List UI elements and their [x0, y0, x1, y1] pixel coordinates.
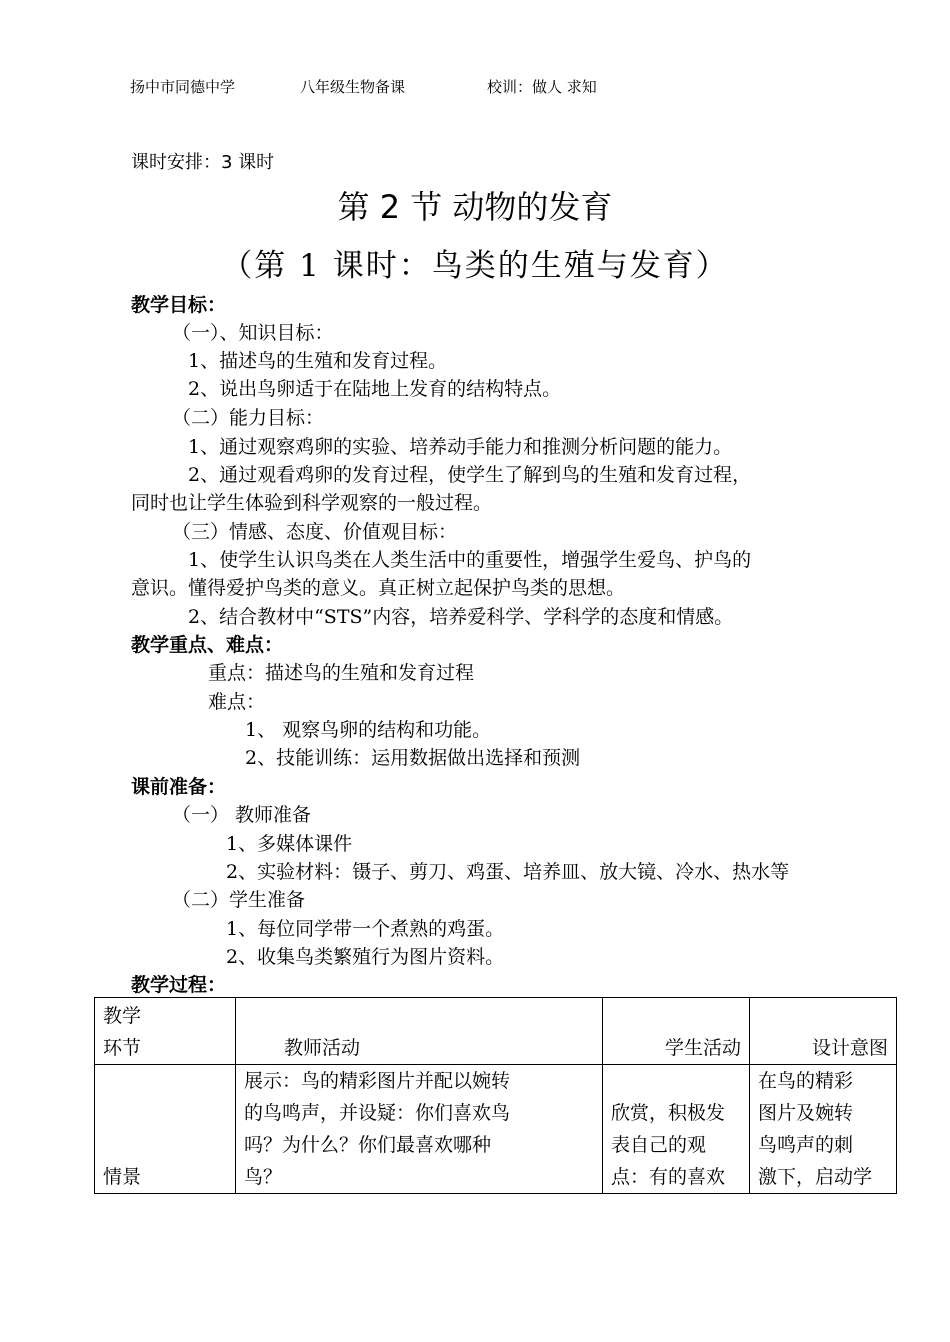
col-teacher-header: 教师活动 — [236, 998, 603, 1065]
row1-teacher-line-4: 鸟？ — [244, 1166, 283, 1188]
knowledge-heading: （一）、知识目标： — [172, 322, 334, 344]
row1-teacher-activity — [236, 1065, 603, 1194]
emotion-item-1-line-2: 意识。懂得爱护鸟类的意义。真正树立起保护鸟类的思想。 — [131, 577, 626, 599]
process-heading: 教学过程： — [131, 974, 227, 996]
row1-student-activity — [603, 1065, 750, 1194]
row1-stage: 情景 — [95, 1065, 236, 1194]
ability-heading: （二）能力目标： — [172, 407, 325, 429]
header-motto: 校训：做人 求知 — [487, 78, 597, 96]
section-title: 第 2 节 动物的发育 — [337, 188, 613, 226]
student-prep-item-2: 2、收集鸟类繁殖行为图片资料。 — [226, 946, 505, 968]
objectives-heading: 教学目标： — [131, 294, 227, 316]
ability-item-2-line-1: 2、通过观看鸡卵的发育过程，使学生了解到鸟的生殖和发育过程， — [188, 464, 752, 486]
student-prep-heading: （二）学生准备 — [172, 889, 306, 911]
difficult-item-1: 1、 观察鸟卵的结构和功能。 — [245, 719, 492, 741]
table-header-row — [95, 998, 897, 1065]
prep-heading: 课前准备： — [131, 776, 227, 798]
difficult-label: 难点： — [208, 691, 266, 713]
difficult-item-2: 2、技能训练：运用数据做出选择和预测 — [245, 747, 581, 769]
row1-design-line-1: 在鸟的精彩 — [758, 1070, 854, 1092]
emotion-item-2: 2、结合教材中“STS”内容，培养爱科学、学科学的态度和情感。 — [188, 606, 734, 628]
process-table — [94, 997, 897, 1194]
row1-design-line-2: 图片及婉转 — [758, 1102, 854, 1124]
emotion-item-1-line-1: 1、使学生认识鸟类在人类生活中的重要性，增强学生爱鸟、护鸟的 — [188, 549, 752, 571]
emotion-heading: （三）情感、态度、价值观目标： — [172, 521, 458, 543]
teacher-prep-heading: （一） 教师准备 — [172, 804, 312, 826]
row1-student-line-3: 点：有的喜欢 — [611, 1166, 726, 1188]
header-course: 八年级生物备课 — [300, 78, 406, 96]
col-student-header: 学生活动 — [603, 998, 750, 1065]
teacher-prep-item-1: 1、多媒体课件 — [226, 833, 353, 855]
row1-design-intent — [750, 1065, 897, 1194]
row1-student-line-2: 表自己的观 — [611, 1134, 707, 1156]
knowledge-item-1: 1、描述鸟的生殖和发育过程。 — [188, 350, 448, 372]
col-stage-header — [95, 998, 236, 1065]
lesson-schedule: 课时安排：3 课时 — [131, 152, 275, 173]
lesson-subtitle: （第 1 课时：鸟类的生殖与发育） — [221, 248, 729, 284]
row1-student-line-1: 欣赏，积极发 — [611, 1102, 726, 1124]
row1-teacher-line-2: 的鸟鸣声，并设疑：你们喜欢鸟 — [244, 1102, 511, 1124]
col-design-header: 设计意图 — [750, 998, 897, 1065]
row1-design-line-4: 激下，启动学 — [758, 1166, 873, 1188]
keypoints-heading: 教学重点、难点： — [131, 634, 284, 656]
col-stage-header-line-2: 环节 — [103, 1037, 142, 1059]
ability-item-2-line-2: 同时也让学生体验到科学观察的一般过程。 — [131, 492, 493, 514]
header-school: 扬中市同德中学 — [130, 78, 236, 96]
row1-teacher-line-1: 展示：鸟的精彩图片并配以婉转 — [244, 1070, 511, 1092]
table-row — [95, 1065, 897, 1194]
row1-teacher-line-3: 吗？为什么？你们最喜欢哪种 — [244, 1134, 492, 1156]
row1-design-line-3: 鸟鸣声的刺 — [758, 1134, 854, 1156]
ability-item-1: 1、通过观察鸡卵的实验、培养动手能力和推测分析问题的能力。 — [188, 436, 733, 458]
student-prep-item-1: 1、每位同学带一个煮熟的鸡蛋。 — [226, 918, 505, 940]
teacher-prep-item-2: 2、实验材料：镊子、剪刀、鸡蛋、培养皿、放大镜、冷水、热水等 — [226, 861, 790, 883]
key-point: 重点：描述鸟的生殖和发育过程 — [208, 662, 475, 684]
col-stage-header-line-1: 教学 — [103, 1005, 142, 1027]
knowledge-item-2: 2、说出鸟卵适于在陆地上发育的结构特点。 — [188, 378, 562, 400]
